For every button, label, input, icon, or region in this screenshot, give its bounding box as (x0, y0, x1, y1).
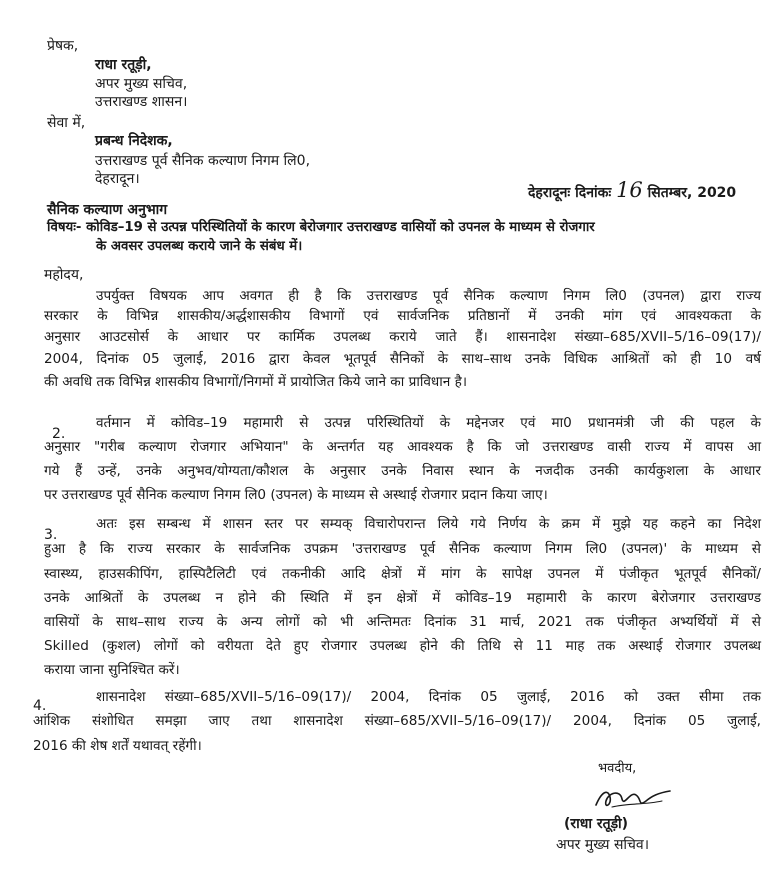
recipient-label: सेवा में, (47, 115, 86, 131)
date-place: देहरादूनः (528, 185, 571, 201)
sender-designation: अपर मुख्य सचिव, (95, 76, 188, 92)
section-name: सैनिक कल्याण अनुभाग (47, 202, 168, 218)
para1-line-5: की अवधि तक विभिन्न शासकीय विभागों/निगमों में प्रायोजित किये जाने का प्राविधान है। (44, 374, 468, 390)
recipient-designation: प्रबन्ध निदेशक, (95, 133, 173, 149)
para4-line-2: आंशिक संशोधित समझा जाए तथा शासनादेश संख्या–685/XVII–5/16–09(17)/ 2004, दिनांक 05 जुलाई, (33, 713, 761, 729)
sender-office: उत्तराखण्ड शासन। (95, 94, 188, 110)
para1-line-2: सरकार के विभिन्न शासकीय/अर्द्धशासकीय विभागों एवं सार्वजनिक प्रतिष्ठानों में उनकी मांग एवं आवश्यकता के (44, 308, 761, 324)
subject-line-2: के अवसर उपलब्ध कराये जाने के संबंध में। (96, 239, 303, 254)
date-label: दिनांकः (575, 185, 612, 201)
recipient-org: उत्तराखण्ड पूर्व सैनिक कल्याण निगम लि0, (95, 153, 311, 169)
para3-line-7: कराया जाना सुनिश्चित करें। (44, 662, 180, 678)
para2-line-3: गये हैं उन्हें, उनके अनुभव/योग्यता/कौशल के अनुसार उनके निवास स्थान के नजदीक उनकी कार्यकुशला के आधार (44, 463, 761, 479)
para2-line-1: वर्तमान में कोविड–19 महामारी से उत्पन्न परिस्थितियों के मद्देनजर एवं मा0 प्रधानमंत्री जी की पहल के (96, 415, 761, 431)
para1-line-3: अनुसार आउटसोर्स के आधार पर कार्मिक उपलब्ध कराये जाते हैं। शासनादेश संख्या–685/XVII–5/16–09(17)/ (44, 329, 761, 345)
signatory-name: (राधा रतूड़ी) (564, 816, 629, 832)
subject-text-1: कोविड–19 से उत्पन्न परिस्थितियों के कारण बेरोजगार उत्तराखण्ड वासियों को उपनल के माध्यम से रोजगार (86, 220, 595, 235)
para3-line-4: उनके आश्रितों के उपलब्ध न होने की स्थिति में इन क्षेत्रों में कोविड–19 महामारी के कारण बेरोजगार उत्तराखण्ड (44, 590, 761, 606)
sender-label: प्रेषक, (47, 38, 79, 54)
salutation: महोदय, (44, 267, 84, 283)
para1-line-4: 2004, दिनांक 05 जुलाई, 2016 द्वारा केवल भूतपूर्व सैनिकों के साथ–साथ उनके विधिक आश्रितों को ही 10 वर्ष (44, 351, 761, 367)
para2-number: 2. (52, 426, 66, 442)
para4-number: 4. (33, 698, 47, 714)
subject-label: विषयः- (47, 220, 82, 235)
date-month-year: सितम्बर, 2020 (647, 185, 737, 201)
handwritten-signature (592, 783, 674, 813)
para1-line-1: उपर्युक्त विषयक आप अवगत ही है कि उत्तराखण्ड पूर्व सैनिक कल्याण निगम लि0 (उपनल) द्वारा राज्य (96, 288, 761, 304)
para3-line-6: Skilled (कुशल) लोगों को वरीयता देते हुए रोजगार उपलब्ध होने की तिथि से 11 माह तक अस्थाई रोजगार उपलब्ध (44, 638, 761, 654)
para3-line-5: वासियों के साथ–साथ राज्य के अन्य लोगों को भी अन्तिमतः दिनांक 31 मार्च, 2021 तक पंजीकृत अभ्यर्थियों में से (44, 614, 761, 630)
para2-line-2: अनुसार "गरीब कल्याण रोजगार अभियान" के अन्तर्गत यह आवश्यक है कि जो उत्तराखण्ड वासी राज्य में वापस आ (44, 439, 761, 455)
valediction: भवदीय, (598, 761, 637, 776)
para3-line-3: स्वास्थ्य, हाउसकीपिंग, हास्पिटैलिटी एवं तकनीकी आदि क्षेत्रों में मांग के सापेक्ष उपनल में पंजीकृत भूतपूर्व सैनिकों/ (44, 566, 761, 582)
date-line (528, 178, 737, 202)
para2-line-4: पर उत्तराखण्ड पूर्व सैनिक कल्याण निगम लि0 (उपनल) के माध्यम से अस्थाई रोजगार प्रदान किया जाए। (44, 487, 548, 503)
para3-number: 3. (44, 527, 58, 543)
recipient-city: देहरादून। (95, 171, 140, 187)
subject-line-1 (47, 219, 595, 237)
para4-line-1: शासनादेश संख्या–685/XVII–5/16–09(17)/ 2004, दिनांक 05 जुलाई, 2016 को उक्त सीमा तक (96, 689, 761, 705)
para3-line-1: अतः इस सम्बन्ध में शासन स्तर पर सम्यक् विचारोपरान्त लिये गये निर्णय के क्रम में मुझे यह कहने का निदेश (96, 516, 761, 532)
date-day: 16 (616, 178, 643, 202)
para3-line-2: हुआ है कि राज्य सरकार के सार्वजनिक उपक्रम 'उत्तराखण्ड पूर्व सैनिक कल्याण निगम लि0 (उपनल)' के माध्यम से (44, 541, 761, 557)
sender-name: राधा रतूड़ी, (95, 57, 152, 73)
signatory-designation: अपर मुख्य सचिव। (556, 837, 650, 853)
para4-line-3: 2016 की शेष शर्तें यथावत् रहेंगी। (33, 738, 202, 754)
